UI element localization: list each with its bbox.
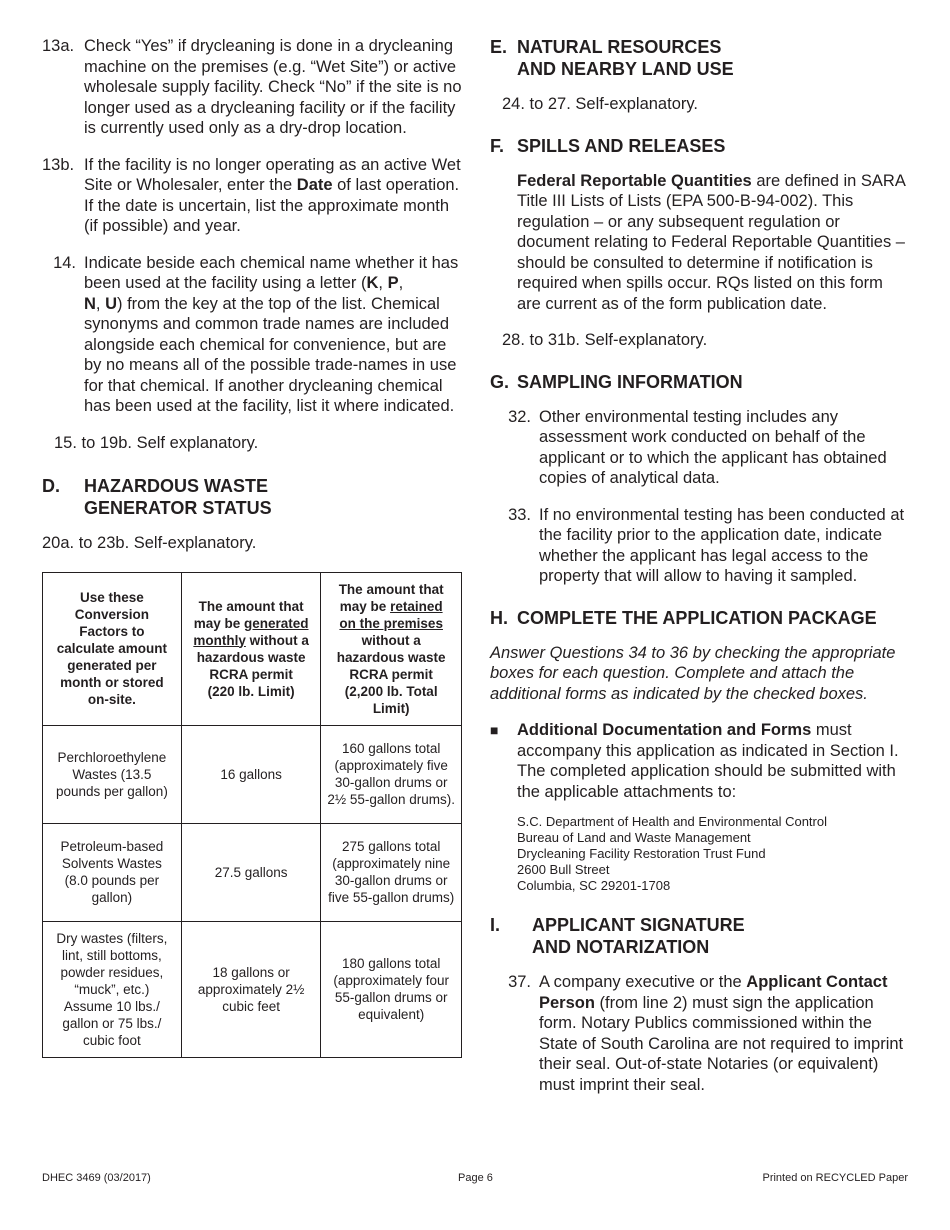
cell-material: Petroleum-based Solvents Wastes (8.0 pounds per gallon) — [43, 823, 182, 921]
cell-material: Dry wastes (filters, lint, still bottoms, powder residues, “muck”, etc.) Assume 10 lbs./ gallon or 75 lbs./ cubic foot — [43, 921, 182, 1057]
bold-term: Additional Documentation and Forms — [517, 721, 812, 739]
table-row — [43, 725, 462, 823]
footer-form-number: DHEC 3469 (03/2017) — [42, 1172, 151, 1184]
cell-generated: 27.5 gallons — [181, 823, 321, 921]
bold-term: Date — [296, 176, 333, 194]
cell-retained: 180 gallons total (approximately four 55-gallon drums or equivalent) — [321, 921, 462, 1057]
item-32 — [490, 407, 910, 489]
spills-paragraph: Federal Reportable Quantities are defined in SARA Title III Lists of Lists (EPA 500-B-94-002). This regulation – or any subsequent regulation or document relating to Federal Reportable Quantities – should be consulted to determine if notification is required when spills occur. RQs listed on this form are current as of the form publication date. — [517, 171, 905, 313]
left-column — [42, 36, 462, 1058]
table-row — [43, 823, 462, 921]
table-row — [43, 921, 462, 1057]
item-20a-23b: 20a. to 23b. Self-explanatory. — [42, 534, 257, 552]
item-number: 37. — [508, 973, 531, 991]
item-text: Other environmental testing includes any assessment work conducted on behalf of the applicant or to which the applicant has obtained copies of analytical data. — [539, 407, 887, 487]
section-i-heading: I. APPLICANT SIGNATURE AND NOTARIZATION — [490, 915, 745, 957]
section-h-heading: H. COMPLETE THE APPLICATION PACKAGE — [490, 607, 877, 628]
footer-recycled-note: Printed on RECYCLED Paper — [762, 1172, 908, 1184]
table-header-row — [43, 572, 462, 725]
item-24-27: 24. to 27. Self-explanatory. — [502, 95, 698, 113]
header-retained-on-premises: The amount that may be retained on the premises without a hazardous waste RCRA permit (2,200 lb. Total Limit) — [321, 572, 462, 725]
item-number: 33. — [508, 505, 531, 524]
item-15-19b: 15. to 19b. Self explanatory. — [54, 433, 259, 452]
item-37 — [490, 972, 910, 1095]
section-g-heading: G. SAMPLING INFORMATION — [490, 371, 743, 392]
header-generated-monthly: The amount that may be generated monthly without a hazardous waste RCRA permit (220 lb. Limit) — [181, 572, 321, 725]
section-f-heading: F. SPILLS AND RELEASES — [490, 135, 726, 156]
item-text: A company executive or the Applicant Contact Person (from line 2) must sign the application form. Notary Publics commissioned within the State of South Carolina are not required to imprint their seal. Out-of-state Notaries (or equivalent) must imprint their seal. — [539, 973, 904, 1094]
cell-generated: 16 gallons — [181, 725, 321, 823]
additional-documentation-item: ■ Additional Documentation and Forms must accompany this application as indicated in Section I. The completed application should be submitted with the applicable attachments to: — [490, 721, 899, 801]
instructions-paragraph: Answer Questions 34 to 36 by checking the appropriate boxes for each question. Complete and attach the additional forms as indicated by the checked boxes. — [490, 643, 896, 703]
cell-retained: 275 gallons total (approximately nine 30-gallon drums or five 55-gallon drums) — [321, 823, 462, 921]
item-text: If no environmental testing has been conducted at the facility prior to the application date, indicate whether the applicant has legal access to the property that will allow to having it sampled. — [539, 505, 905, 585]
item-number: 14. — [53, 253, 76, 272]
item-text: Check “Yes” if drycleaning is done in a drycleaning machine on the premises (e.g. “Wet Site”) or active wholesale supply facility. Check “No” if the site is no longer used as a drycleaning facility or if the facility is currently used only as a dry-drop location. — [84, 37, 462, 137]
cell-material: Perchloroethylene Wastes (13.5 pounds per gallon) — [43, 725, 182, 823]
bold-term: Federal Reportable Quantities — [517, 171, 752, 190]
item-number: 13a. — [42, 37, 75, 55]
item-14 — [42, 253, 462, 417]
item-number: 32. — [508, 407, 531, 426]
section-e-heading: E. NATURAL RESOURCES AND NEARBY LAND USE — [490, 37, 734, 79]
item-text: If the facility is no longer operating as an active Wet Site or Wholesaler, enter the Date of last operation. If the date is uncertain, list the approximate month (if possible) and year. — [84, 155, 461, 235]
item-number: 13b. — [42, 155, 75, 174]
square-bullet-icon: ■ — [490, 722, 499, 738]
bold-term: Applicant Contact Person — [539, 973, 888, 1012]
footer-page-number: Page 6 — [458, 1172, 493, 1184]
cell-generated: 18 gallons or approximately 2½ cubic feet — [181, 921, 321, 1057]
item-text: Indicate beside each chemical name whether it has been used at the facility using a letter (K, P, N, U) from the key at the top of the list. Chemical synonyms and common trade names are included alongside each chemical for convenience, but are by no means all of the possible trade-names in use for that chemical. If another drycleaning chemical has been used at the facility, list it where indicated. — [84, 253, 459, 415]
conversion-factors-table — [42, 572, 462, 1058]
section-d-heading: D. HAZARDOUS WASTE GENERATOR STATUS — [42, 476, 272, 518]
item-13a — [42, 36, 462, 139]
cell-retained: 160 gallons total (approximately five 30-gallon drums or 2½ 55-gallon drums). — [321, 725, 462, 823]
header-conversion-factors: Use these Conversion Factors to calculate amount generated per month or stored on-site. — [43, 572, 182, 725]
item-13b — [42, 155, 462, 237]
mailing-address: S.C. Department of Health and Environmental Control Bureau of Land and Waste Management Drycleaning Facility Restoration Trust Fund 2600 Bull Street Columbia, SC 29201-1708 — [517, 814, 827, 893]
item-28-31b: 28. to 31b. Self-explanatory. — [502, 331, 708, 349]
item-33 — [490, 505, 910, 587]
right-column — [490, 36, 910, 1111]
